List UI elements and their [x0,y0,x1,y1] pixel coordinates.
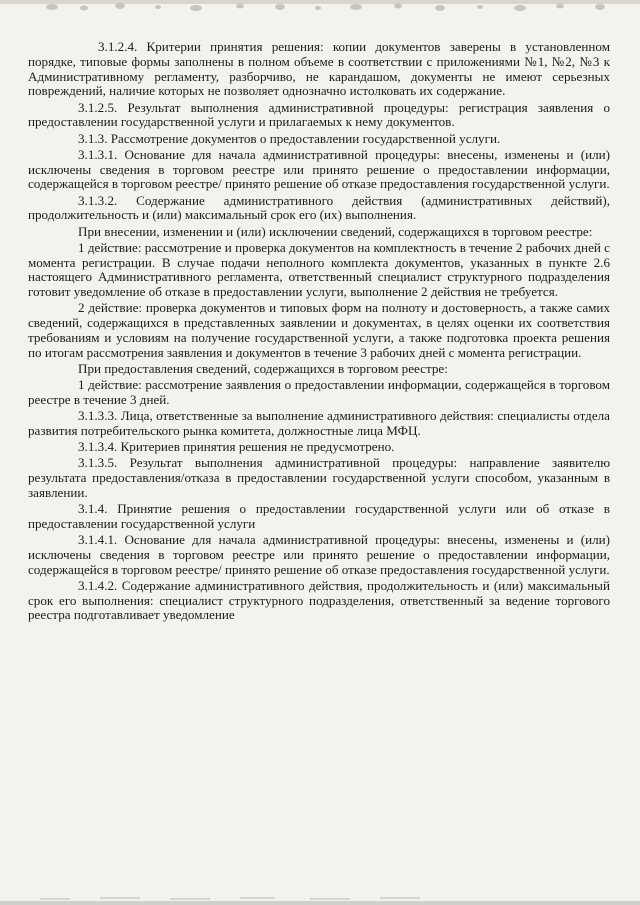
paragraph-action-2: 2 действие: проверка документов и типовых форм на полноту и достоверность, а также самих сведений, содержащихся в представленных заявлении и документах, в целях оценки их соответствия требованиям и условиям на получение государственной услуги, а также подготовка проекта решения по итогам рассмотрения заявления и документов в течение 3 рабочих дней с момента регистрации. [28,300,610,360]
paragraph-3-1-3-2: 3.1.3.2. Содержание административного действия (административных действий), продолжительность и (или) максимальный срок его (их) выполнения. [28,192,610,223]
section-heading-3-1-3: 3.1.3. Рассмотрение документов о предоставлении государственной услуги. [78,130,501,146]
section-heading-3-1-4: 3.1.4. Принятие решения о предоставлении государственной услуги или об отказе в предоставлении государственной услуги [28,501,610,531]
paragraph-3-1-4-2: 3.1.4.2. Содержание административного действия, продолжительность и (или) максимальный срок его выполнения: специалист структурного подразделения, ответственный за ведение торгового реестра подготавливает уведомление [28,577,610,623]
paragraph-3-1-2-5: 3.1.2.5. Результат выполнения административной процедуры: регистрация заявления о предоставлении государственной услуги и прилагаемых к нему документов. [28,99,610,130]
scan-artifact-bottom [0,893,640,905]
paragraph-3-1-2-4: 3.1.2.4. Критерии принятия решения: копии документов заверены в установленном порядке, типовые формы заполнены в полном объеме в соответствии с приложениями №1, №2, №3 к Административному регламенту, разборчиво, не карандашом, документы не имеют серьезных повреждений, наличие которых не позволяет однозначно истолковать их содержание. [28,39,610,99]
scan-artifact-top [0,0,640,34]
paragraph-3-1-3-3: 3.1.3.3. Лица, ответственные за выполнение административного действия: специалисты отдела развития потребительского рынка комитета, должностные лица МФЦ. [28,408,610,438]
paragraph-3-1-4-1: 3.1.4.1. Основание для начала административной процедуры: внесены, изменены и (или) исключены сведения в торговом реестре или принято решение о предоставлении информации, содержащейся в торговом реестре/ принято решение об отказе предоставления государственной услуги. [28,532,610,577]
paragraph-3-1-3-1: 3.1.3.1. Основание для начала административной процедуры: внесены, изменены и (или) исключены сведения в торговом реестре или принято решение о предоставлении информации, содержащейся в торговом реестре/ принято решение об отказе предоставления государственной услуги. [28,146,610,192]
paragraph-3-1-3-5: 3.1.3.5. Результат выполнения административной процедуры: направление заявителю результата предоставления/отказа в предоставлении государственной услуги способом, указанным в заявлении. [28,455,610,500]
paragraph-registry-changes: При внесении, изменении и (или) исключении сведений, содержащихся в торговом реестре: [78,223,593,239]
paragraph-information-provision: При предоставления сведений, содержащихся в торговом реестре: [78,360,448,376]
paragraph-information-action-1: 1 действие: рассмотрение заявления о предоставлении информации, содержащейся в торговом реестре в течение 3 дней. [28,377,610,407]
paragraph-action-1: 1 действие: рассмотрение и проверка документов на комплектность в течение 2 рабочих дней с момента регистрации. В случае подачи неполного комплекта документов, указанных в пункте 2.6 настоящего Административного регламента, ответственный специалист структурного подразделения готовит уведомление об отказе в предоставлении услуги, выполнение 2 действия не требуется. [28,239,610,299]
paragraph-3-1-3-4: 3.1.3.4. Критериев принятия решения не предусмотрено. [78,439,395,454]
